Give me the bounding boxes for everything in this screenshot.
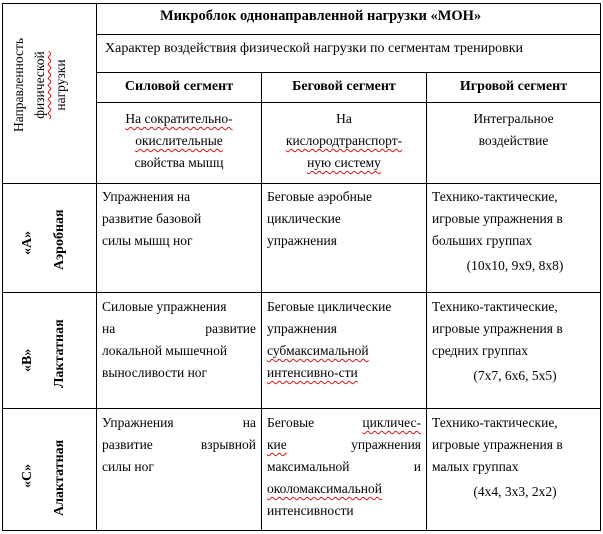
segment-focus-strength (97, 108, 261, 174)
border-top (2, 3, 601, 4)
segment-focus-running (262, 108, 426, 174)
row-a-code: «А» (20, 230, 35, 255)
focus-game-line1: Интегральное (473, 111, 554, 126)
row-a-strength-line1: Упражнения на (102, 189, 191, 204)
row-b-code: «В» (20, 348, 35, 372)
row-b-running-line2: упражнения (267, 321, 337, 336)
focus-game-line2: воздействие (478, 133, 549, 148)
row-c-running-line1-left: Беговые (267, 415, 315, 430)
row-c-running-line3-left: максимальной (267, 459, 350, 474)
row-b-strength-line2-right: развитие (205, 321, 256, 336)
row-b-strength (102, 296, 256, 384)
row-b-game-groups: (7х7, 6х6, 5х5) (473, 368, 557, 383)
row-b-strength-line2-left: на (102, 321, 116, 336)
row-a-running-line3: упражнения (267, 233, 337, 248)
row-sep-header (2, 183, 601, 184)
row-c-running-line3 (267, 456, 421, 478)
row-b-strength-line3: локальной мышечной (102, 343, 228, 358)
row-b-running (267, 296, 421, 384)
row-c-running-line1 (267, 412, 421, 434)
row-a-game-line1: Технико-тактические, (432, 189, 558, 204)
row-b-running-line1: Беговые циклические (267, 299, 392, 314)
segment-header-game: Игровой сегмент (459, 79, 568, 94)
row-a-strength-line3: силы мышц ног (102, 233, 193, 248)
segment-focus-game (427, 108, 600, 152)
row-a-game-groups: (10х10, 9х9, 8х8) (466, 258, 564, 273)
row-sep-b (2, 408, 601, 409)
side-header-line1: Направленность (11, 37, 26, 133)
side-header-line2: физической (32, 51, 47, 119)
row-c-strength-line2-right: взрывной (200, 437, 256, 452)
row-b-running-line4: интенсивно-сти (267, 365, 358, 380)
row-sep-subtitle (96, 72, 601, 73)
row-c-game-line1: Технико-тактические, (432, 415, 558, 430)
row-c-running-line2-right: упражнения (351, 437, 421, 452)
row-b-strength-line4: выносливости ног (102, 365, 208, 380)
row-a-game (432, 186, 598, 277)
row-c-running (267, 412, 421, 522)
row-c-running-line3-right: и (413, 459, 421, 474)
row-c-running-line4: околомаксимальной (267, 481, 382, 496)
row-c-strength-line2 (102, 434, 256, 456)
row-sep-a (2, 292, 601, 293)
focus-strength-line3: свойства мышц (134, 155, 224, 170)
focus-running-line1: На (336, 111, 352, 126)
border-left (2, 3, 3, 531)
row-c-game (432, 412, 598, 503)
row-b-strength-line2 (102, 318, 256, 340)
focus-running-line3: ную систему (307, 155, 381, 170)
side-header-line3: нагрузки (53, 59, 68, 111)
row-c-type: Алактатная (52, 439, 67, 516)
row-a-running-line2: циклические (267, 211, 341, 226)
row-c-strength-line1 (102, 412, 256, 434)
focus-strength-line1: На сократительно- (125, 111, 233, 126)
row-c-code: «С» (20, 463, 35, 488)
border-right (600, 3, 601, 531)
segment-header-strength: Силовой сегмент (124, 79, 234, 94)
row-a-game-line2: игровые упражнения в (432, 211, 563, 226)
segment-header-running: Беговой сегмент (292, 79, 396, 94)
row-b-game-line3: средних группах (432, 343, 529, 358)
row-c-running-line2 (267, 434, 421, 456)
focus-strength-line2: окислительные (135, 133, 223, 148)
row-sep-title (96, 34, 601, 35)
row-c-game-line3: малых группах (432, 459, 519, 474)
row-c-running-line5: интенсивности (267, 503, 354, 518)
row-c-running-line2-left: кие (267, 437, 287, 452)
focus-running-line2: кислородтранспорт- (285, 133, 403, 148)
row-c-strength (102, 412, 256, 478)
row-b-running-line3: субмаксимальной (267, 343, 369, 358)
row-b-game-line1: Технико-тактические, (432, 299, 558, 314)
side-header (8, 20, 71, 150)
border-bottom (2, 530, 601, 531)
row-b-game-line2: игровые упражнения в (432, 321, 563, 336)
row-c-strength-line2-left: развитие (102, 437, 153, 452)
table-subtitle: Характер воздействия физической нагрузки по сегментам тренировки (105, 41, 524, 56)
row-c-game-line2: игровые упражнения в (432, 437, 563, 452)
table-title: Микроблок однонаправленной нагрузки «МОН» (160, 8, 482, 24)
row-a-type: Аэробная (52, 209, 67, 270)
row-c-strength-line1-right: на (242, 415, 256, 430)
row-c-running-line1-right: цикличес- (362, 415, 421, 430)
row-c-strength-line3: силы ног (102, 459, 154, 474)
row-c-strength-line1-left: Упражнения (102, 415, 174, 430)
row-c-game-groups: (4х4, 3х3, 2х2) (473, 484, 557, 499)
row-a-game-line3: больших группах (432, 233, 533, 248)
row-a-strength (102, 186, 256, 252)
row-a-running-line1: Беговые аэробные (267, 189, 372, 204)
row-b-type: Лактатная (52, 319, 67, 388)
row-a-strength-line2: развитие базовой (102, 211, 202, 226)
row-b-strength-line1: Силовые упражнения (102, 299, 227, 314)
row-a-running (267, 186, 421, 252)
row-b-game (432, 296, 598, 387)
row-sep-segments (96, 102, 601, 103)
